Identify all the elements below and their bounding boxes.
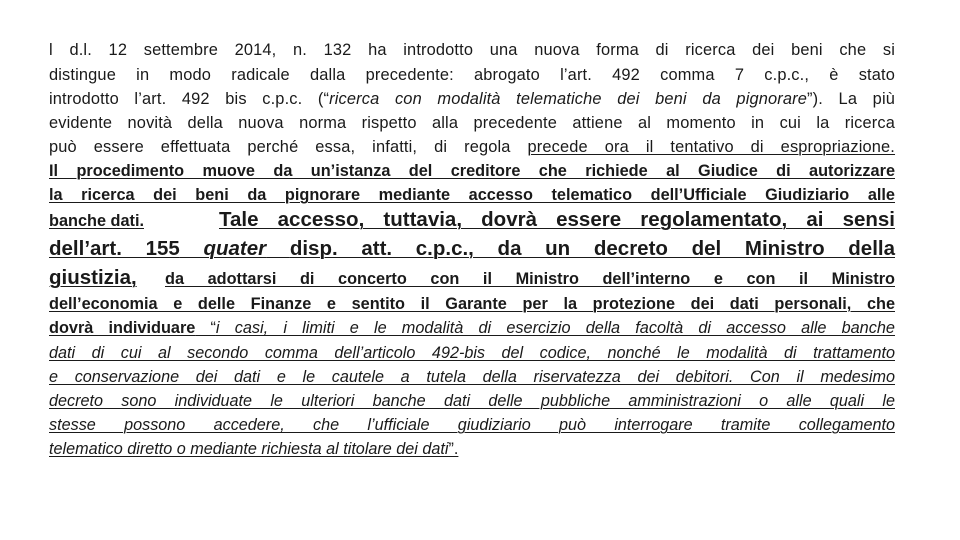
text-segment: ”). La più (807, 90, 895, 108)
text-line-16 (49, 417, 895, 433)
text-segment: può essere effettuata perché essa, infatti, di regola (49, 138, 528, 156)
text-line-17 (49, 441, 895, 457)
bold-text: dovrà individuare (49, 319, 196, 337)
text-line-14 (49, 369, 895, 385)
text-segment: “ (195, 319, 216, 337)
text-line-7 (49, 187, 895, 203)
text-segment: l d.l. 12 settembre 2014, n. 132 ha introdotto una nuova forma di ricerca dei beni che si (49, 41, 895, 59)
text-line-11 (49, 296, 895, 312)
text-segment: stesse possono accedere, che l’ufficiale giudiziario può interrogare tramite collegamento (49, 416, 895, 434)
text-segment: distingue in modo radicale dalla precedente: abrogato l’art. 492 comma 7 c.p.c., è stato (49, 66, 895, 84)
text-segment: introdotto l’art. 492 bis c.p.c. (“ (49, 90, 330, 108)
text-segment: Tale accesso, tuttavia, dovrà essere regolamentato, ai sensi (219, 208, 895, 231)
text-line-6 (49, 163, 895, 179)
text-line-12 (49, 320, 895, 336)
text-segment: la ricerca dei beni da pignorare mediante accesso telematico dell’Ufficiale Giudiziario alle (49, 186, 895, 204)
text-line-2 (49, 67, 895, 83)
text-segment: decreto sono individuate le ulteriori banche dati delle pubbliche amministrazioni o alle quali le (49, 392, 895, 410)
text-line-15 (49, 393, 895, 409)
quoted-title: ricerca con modalità telematiche dei beni da pignorare (329, 90, 808, 108)
text-line-10 (49, 268, 895, 289)
text-segment: Il procedimento muove da un’istanza del creditore che richiede al Giudice di autorizzare (49, 162, 895, 180)
text-line-9 (49, 239, 895, 260)
italic-text: telematico diretto o mediante richiesta al titolare dei dati (49, 440, 449, 458)
italic-text: i casi, i limiti e le modalità di esercizio della facoltà di accesso alle banche (215, 319, 895, 337)
text-segment: da adottarsi di concerto con il Ministro dell’interno e con il Ministro (165, 270, 895, 288)
text-line-13 (49, 345, 895, 361)
italic-text: quater (203, 237, 267, 260)
text-segment: banche dati. (49, 212, 144, 230)
text-segment: evidente novità della nuova norma rispetto alla precedente attiene al momento in cui la ricerca (49, 114, 895, 132)
text-segment: ”. (448, 440, 459, 458)
text-segment: dell’art. 155 (49, 237, 180, 260)
text-line-8 (49, 210, 895, 231)
text-line-4 (49, 115, 895, 131)
text-segment: e conservazione dei dati e le cautele a tutela della riservatezza dei debitori. Con il medesimo (49, 368, 895, 386)
text-segment: dati di cui al secondo comma dell’articolo 492-bis del codice, nonché le modalità di trattamento (49, 344, 895, 362)
text-line-1 (49, 42, 895, 58)
text-segment: giustizia, (49, 266, 137, 289)
text-line-3 (49, 91, 895, 107)
text-segment: dell’economia e delle Finanze e sentito il Garante per la protezione dei dati personali, che (49, 295, 895, 313)
text-segment: disp. att. c.p.c., da un decreto del Ministro della (289, 237, 895, 260)
text-line-5 (49, 139, 895, 155)
underlined-text: precede ora il tentativo di espropriazione. (527, 138, 896, 156)
